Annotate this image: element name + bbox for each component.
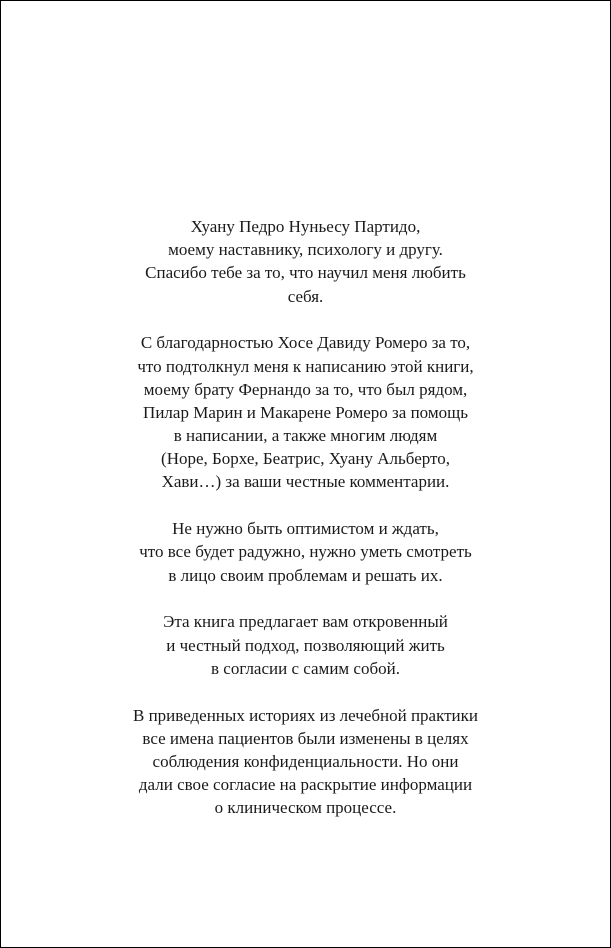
dedication-text — [1, 215, 610, 820]
paragraph-spacer — [1, 494, 610, 518]
acknowledgements-paragraph — [1, 331, 610, 493]
text-line: Хави…) за ваши честные комментарии. — [161, 472, 450, 492]
paragraph-spacer — [1, 680, 610, 704]
text-line: в согласии с самим собой. — [211, 658, 400, 678]
text-line: Пилар Марин и Макарене Ромеро за помощь — [143, 402, 468, 422]
paragraph-spacer — [1, 308, 610, 332]
text-line: все имена пациентов были изменены в целях — [142, 728, 469, 748]
text-line: о клиническом процессе. — [214, 798, 397, 818]
text-line: себя. — [287, 286, 324, 306]
text-line: С благодарностью Хосе Давиду Ромеро за то, — [140, 333, 471, 353]
book-approach-paragraph — [1, 610, 610, 680]
text-line: моему наставнику, психологу и другу. — [168, 240, 443, 260]
text-line: в написании, а также многим людям — [173, 426, 438, 446]
text-line: в лицо своим проблемам и решать их. — [168, 565, 443, 585]
confidentiality-paragraph — [1, 704, 610, 820]
paragraph-spacer — [1, 587, 610, 611]
text-line: моему брату Фернандо за то, что был рядом, — [143, 379, 468, 399]
text-line: Хуану Педро Нуньесу Партидо, — [190, 217, 421, 236]
dedication-paragraph-1 — [1, 215, 610, 308]
text-line: что подтолкнул меня к написанию этой книги, — [137, 356, 474, 376]
text-line: Эта книга предлагает вам откровенный — [163, 612, 448, 632]
text-line: Не нужно быть оптимистом и ждать, — [172, 519, 439, 539]
text-line: и честный подход, позволяющий жить — [166, 635, 445, 655]
text-line: (Норе, Борхе, Беатрис, Хуану Альберто, — [161, 449, 450, 469]
text-line: В приведенных историях из лечебной практики — [132, 705, 479, 725]
text-line: соблюдения конфиденциальности. Но они — [152, 751, 459, 771]
text-line: дали свое согласие на раскрытие информации — [138, 775, 473, 795]
optimism-paragraph — [1, 517, 610, 587]
text-line: что все будет радужно, нужно уметь смотреть — [139, 542, 472, 562]
text-line: Спасибо тебе за то, что научил меня любить — [145, 263, 466, 283]
